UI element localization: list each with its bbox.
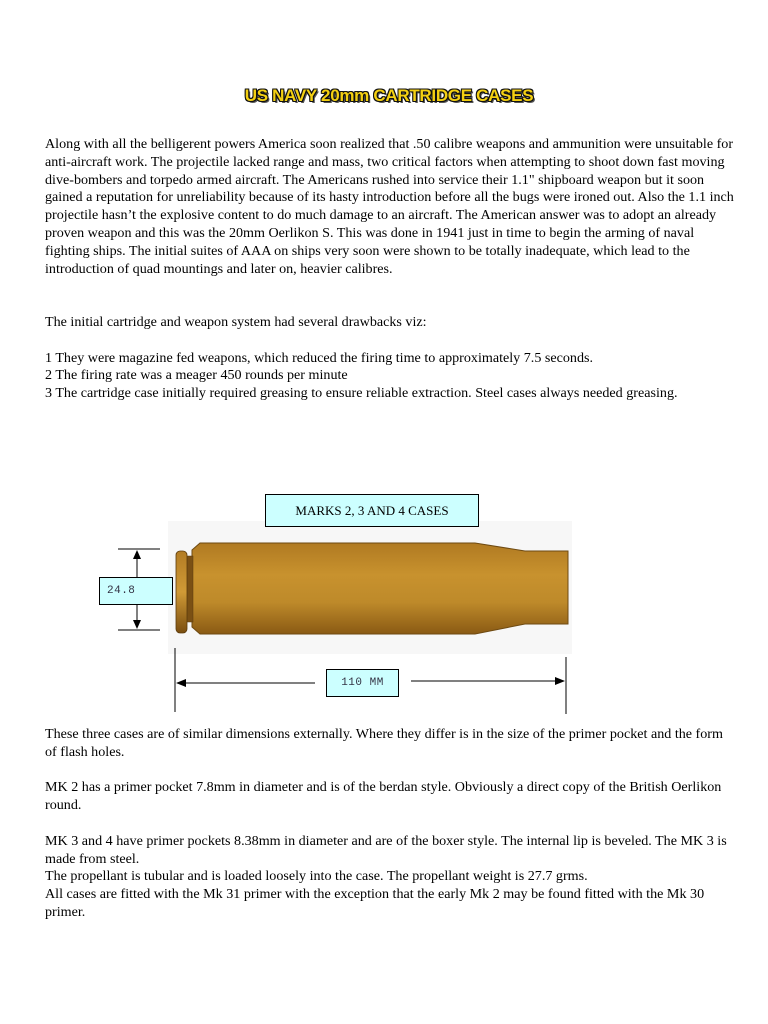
length-arrow-right — [555, 677, 565, 685]
description-paragraph: These three cases are of similar dimensions externally. Where they differ is in the size of the primer pocket and the form of flash holes. — [45, 726, 723, 760]
primer-line: All cases are fitted with the Mk 31 primer with the exception that the early Mk 2 may be found fitted with the Mk 30 primer. — [45, 886, 705, 920]
propellant-line: The propellant is tubular and is loaded loosely into the case. The propellant weight is 27.7 grms. — [45, 868, 588, 885]
length-arrow-left — [176, 679, 186, 687]
diagram-background — [168, 521, 572, 654]
description-paragraph: MK 2 has a primer pocket 7.8mm in diameter and is of the berdan style. Obviously a direct copy of the British Oerlikon round. — [45, 779, 722, 814]
description-section — [45, 726, 735, 922]
drawbacks-intro: The initial cartridge and weapon system had several drawbacks viz: — [45, 314, 427, 330]
drawbacks-section — [45, 314, 735, 403]
width-arrow-down — [133, 620, 141, 629]
cartridge-rim — [176, 551, 187, 633]
description-paragraph: MK 3 and 4 have primer pockets 8.38mm in diameter and are of the boxer style. The internal lip is beveled. The MK 3 is made from steel. — [45, 832, 727, 867]
drawback-item: 1 They were magazine fed weapons, which reduced the firing time to approximately 7.5 seconds. — [45, 349, 594, 366]
cartridge-case-body — [192, 543, 568, 634]
diagram-label: MARKS 2, 3 AND 4 CASES — [265, 494, 479, 527]
intro-paragraph: Along with all the belligerent powers America soon realized that .50 calibre weapons and ammunition were unsuitable for anti-aircraft work. The projectile lacked range and mass, two critical factors when attempting to shoot down fast moving dive-bombers and torpedo armed aircraft. The Americans rushed into service their 1.1" shipboard weapon but it soon gained a reputation for unreliability because of its hasty introduction before all the bugs were ironed out. Also the 1.1 inch projectile hasn’t the explosive content to do much damage to an aircraft. The American answer was to adopt an already proven weapon and this was the 20mm Oerlikon S. This was done in 1941 just in time to begin the arming of naval fighting ships. The initial suites of AAA on ships very soon were shown to be totally inadequate, which lead to the introduction of quad mountings and later on, heavier calibres. — [45, 136, 734, 277]
width-arrow-up — [133, 550, 141, 559]
drawback-item: 2 The firing rate was a meager 450 rounds per minute — [45, 367, 348, 384]
drawback-item: 3 The cartridge case initially required greasing to ensure reliable extraction. Steel cases always needed greasing. — [45, 385, 678, 402]
width-dimension-label: 24.8 — [99, 577, 173, 605]
page-title: US NAVY 20mm CARTRIDGE CASES — [244, 86, 534, 105]
cartridge-extractor-groove — [186, 556, 193, 622]
intro-section — [45, 136, 735, 278]
length-dimension-label: 110 MM — [326, 669, 399, 697]
